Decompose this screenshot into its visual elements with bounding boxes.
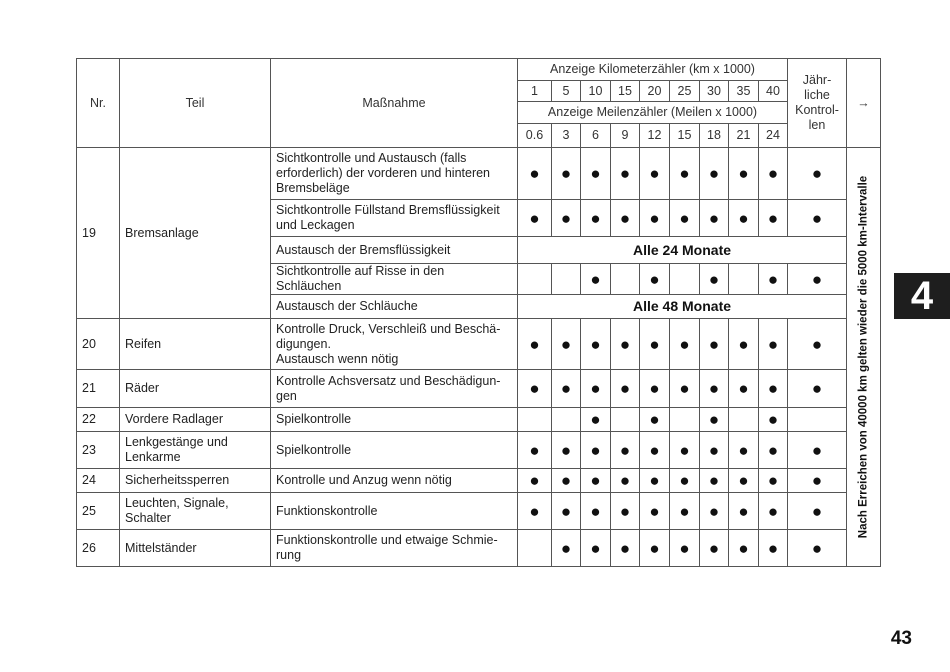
header-km-label: Anzeige Kilometerzähler (km x 1000) <box>518 59 788 81</box>
annual-dot: ● <box>788 530 847 567</box>
chapter-tab: 4 <box>894 273 950 319</box>
interval-dot: ● <box>640 530 670 567</box>
mi-value-21: 21 <box>729 124 759 148</box>
row-massnahme: Kontrolle Druck, Verschleiß und Beschä- digungen. Austausch wenn nötig <box>271 319 518 370</box>
table-body <box>77 148 881 567</box>
row-teil: Sicherheitssperren <box>120 469 271 493</box>
row-massnahme: Kontrolle und Anzug wenn nötig <box>271 469 518 493</box>
interval-empty <box>611 408 640 432</box>
interval-empty <box>729 264 759 295</box>
row-massnahme: Sichtkontrolle auf Risse in den Schläuchen <box>271 264 518 295</box>
interval-dot: ● <box>759 264 788 295</box>
table-header <box>77 59 881 148</box>
row-teil: Reifen <box>120 319 271 370</box>
interval-dot: ● <box>552 493 581 530</box>
row-teil: Lenkgestänge und Lenkarme <box>120 432 271 469</box>
interval-span-text: Alle 48 Monate <box>518 295 847 319</box>
interval-dot: ● <box>581 493 611 530</box>
row-massnahme: Austausch der Bremsflüssigkeit <box>271 237 518 264</box>
row-massnahme: Spielkontrolle <box>271 408 518 432</box>
interval-dot: ● <box>670 319 700 370</box>
interval-dot: ● <box>611 200 640 237</box>
interval-dot: ● <box>640 469 670 493</box>
interval-dot: ● <box>670 200 700 237</box>
km-value-1: 1 <box>518 81 552 102</box>
interval-empty <box>670 264 700 295</box>
annual-dot: ● <box>788 264 847 295</box>
mi-value-12: 12 <box>640 124 670 148</box>
table-row <box>77 432 881 469</box>
annual-dot: ● <box>788 370 847 408</box>
interval-dot: ● <box>640 493 670 530</box>
interval-dot: ● <box>729 370 759 408</box>
interval-empty <box>670 408 700 432</box>
interval-dot: ● <box>518 200 552 237</box>
header-annual: Jähr- liche Kontrol- len <box>788 59 847 148</box>
interval-empty <box>552 408 581 432</box>
row-massnahme: Spielkontrolle <box>271 432 518 469</box>
interval-dot: ● <box>581 432 611 469</box>
interval-empty <box>518 264 552 295</box>
mi-value-24: 24 <box>759 124 788 148</box>
row-massnahme: Sichtkontrolle und Austausch (falls erforderlich) der vorderen und hinteren Bremsbeläge <box>271 148 518 200</box>
km-value-5: 5 <box>552 81 581 102</box>
interval-dot: ● <box>700 148 729 200</box>
annual-dot: ● <box>788 432 847 469</box>
mi-value-9: 9 <box>611 124 640 148</box>
row-massnahme: Kontrolle Achsversatz und Beschädigun- gen <box>271 370 518 408</box>
table-row <box>77 370 881 408</box>
row-nr: 26 <box>77 530 120 567</box>
row-teil: Mittelständer <box>120 530 271 567</box>
row-teil: Vordere Radlager <box>120 408 271 432</box>
header-arrow-icon: → <box>847 59 881 148</box>
interval-dot: ● <box>581 530 611 567</box>
km-value-15: 15 <box>611 81 640 102</box>
interval-dot: ● <box>759 493 788 530</box>
interval-dot: ● <box>700 319 729 370</box>
annual-dot: ● <box>788 319 847 370</box>
interval-dot: ● <box>611 493 640 530</box>
interval-dot: ● <box>729 319 759 370</box>
interval-dot: ● <box>518 432 552 469</box>
interval-dot: ● <box>700 493 729 530</box>
interval-dot: ● <box>611 469 640 493</box>
km-value-30: 30 <box>700 81 729 102</box>
side-note: Nach Erreichen von 40000 km gelten wieder die 5000 km-Intervalle <box>857 175 869 539</box>
km-value-10: 10 <box>581 81 611 102</box>
annual-dot: ● <box>788 469 847 493</box>
annual-dot: ● <box>788 493 847 530</box>
interval-dot: ● <box>759 370 788 408</box>
table-row <box>77 530 881 567</box>
km-value-40: 40 <box>759 81 788 102</box>
interval-dot: ● <box>581 408 611 432</box>
row-teil: Leuchten, Signale, Schalter <box>120 493 271 530</box>
interval-dot: ● <box>670 370 700 408</box>
interval-dot: ● <box>552 469 581 493</box>
interval-dot: ● <box>670 432 700 469</box>
row-nr: 20 <box>77 319 120 370</box>
header-massnahme: Maßnahme <box>271 59 518 148</box>
interval-dot: ● <box>700 370 729 408</box>
row-teil: Räder <box>120 370 271 408</box>
interval-dot: ● <box>552 148 581 200</box>
interval-dot: ● <box>670 530 700 567</box>
table-row <box>77 493 881 530</box>
annual-dot: ● <box>788 148 847 200</box>
mi-value-15: 15 <box>670 124 700 148</box>
header-nr: Nr. <box>77 59 120 148</box>
interval-dot: ● <box>759 200 788 237</box>
interval-dot: ● <box>552 432 581 469</box>
interval-dot: ● <box>518 493 552 530</box>
side-note-cell <box>847 148 881 567</box>
table-row <box>77 469 881 493</box>
row-nr: 24 <box>77 469 120 493</box>
interval-dot: ● <box>700 200 729 237</box>
km-value-20: 20 <box>640 81 670 102</box>
interval-dot: ● <box>518 469 552 493</box>
table-row <box>77 319 881 370</box>
interval-dot: ● <box>581 264 611 295</box>
row-massnahme: Funktionskontrolle und etwaige Schmie- rung <box>271 530 518 567</box>
mi-value-0.6: 0.6 <box>518 124 552 148</box>
interval-dot: ● <box>640 432 670 469</box>
row-nr: 25 <box>77 493 120 530</box>
interval-dot: ● <box>700 432 729 469</box>
interval-dot: ● <box>611 370 640 408</box>
interval-dot: ● <box>552 530 581 567</box>
interval-empty <box>518 408 552 432</box>
interval-dot: ● <box>552 319 581 370</box>
interval-dot: ● <box>581 370 611 408</box>
interval-empty <box>518 530 552 567</box>
interval-dot: ● <box>640 408 670 432</box>
interval-dot: ● <box>700 469 729 493</box>
interval-dot: ● <box>670 148 700 200</box>
interval-dot: ● <box>611 530 640 567</box>
interval-empty <box>729 408 759 432</box>
interval-dot: ● <box>640 148 670 200</box>
row-nr: 23 <box>77 432 120 469</box>
km-value-25: 25 <box>670 81 700 102</box>
interval-dot: ● <box>611 148 640 200</box>
interval-dot: ● <box>700 264 729 295</box>
row-teil: Bremsanlage <box>120 148 271 319</box>
mi-value-3: 3 <box>552 124 581 148</box>
km-value-35: 35 <box>729 81 759 102</box>
interval-dot: ● <box>670 469 700 493</box>
interval-empty <box>611 264 640 295</box>
table-row <box>77 148 881 200</box>
row-nr: 22 <box>77 408 120 432</box>
mi-value-6: 6 <box>581 124 611 148</box>
interval-dot: ● <box>729 469 759 493</box>
interval-span-text: Alle 24 Monate <box>518 237 847 264</box>
interval-dot: ● <box>552 200 581 237</box>
interval-dot: ● <box>759 148 788 200</box>
interval-dot: ● <box>759 469 788 493</box>
mi-value-18: 18 <box>700 124 729 148</box>
interval-dot: ● <box>729 432 759 469</box>
interval-empty <box>552 264 581 295</box>
interval-dot: ● <box>581 319 611 370</box>
row-massnahme: Austausch der Schläuche <box>271 295 518 319</box>
interval-dot: ● <box>729 200 759 237</box>
interval-dot: ● <box>700 530 729 567</box>
interval-dot: ● <box>729 493 759 530</box>
interval-dot: ● <box>700 408 729 432</box>
interval-dot: ● <box>581 469 611 493</box>
interval-dot: ● <box>581 200 611 237</box>
page-number: 43 <box>890 628 912 649</box>
interval-dot: ● <box>670 493 700 530</box>
interval-dot: ● <box>640 200 670 237</box>
row-massnahme: Funktionskontrolle <box>271 493 518 530</box>
interval-dot: ● <box>640 319 670 370</box>
interval-dot: ● <box>552 370 581 408</box>
interval-dot: ● <box>729 148 759 200</box>
row-nr: 21 <box>77 370 120 408</box>
interval-dot: ● <box>759 432 788 469</box>
row-nr: 19 <box>77 148 120 319</box>
table-row <box>77 408 881 432</box>
interval-dot: ● <box>759 530 788 567</box>
interval-dot: ● <box>611 432 640 469</box>
interval-dot: ● <box>518 370 552 408</box>
annual-dot: ● <box>788 200 847 237</box>
header-teil: Teil <box>120 59 271 148</box>
interval-dot: ● <box>759 319 788 370</box>
row-massnahme: Sichtkontrolle Füllstand Bremsflüssigkeit und Leckagen <box>271 200 518 237</box>
interval-dot: ● <box>640 264 670 295</box>
interval-dot: ● <box>729 530 759 567</box>
header-mi-label: Anzeige Meilenzähler (Meilen x 1000) <box>518 102 788 124</box>
interval-dot: ● <box>581 148 611 200</box>
interval-dot: ● <box>759 408 788 432</box>
interval-dot: ● <box>518 319 552 370</box>
maintenance-table <box>76 58 881 567</box>
annual-empty <box>788 408 847 432</box>
interval-dot: ● <box>518 148 552 200</box>
interval-dot: ● <box>640 370 670 408</box>
interval-dot: ● <box>611 319 640 370</box>
